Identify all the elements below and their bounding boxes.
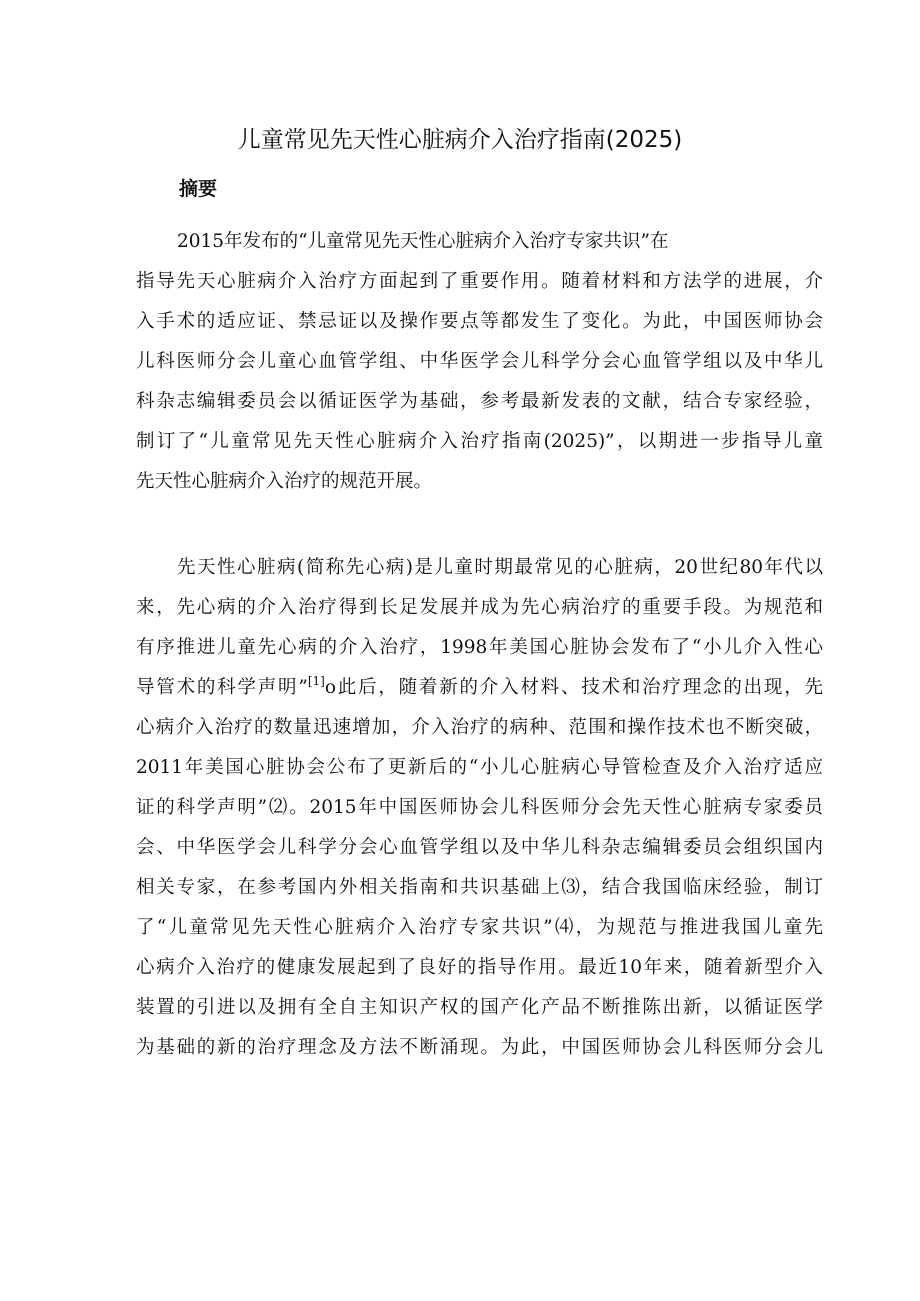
abstract-paragraph-1 (136, 222, 823, 502)
citation-reference: [1] (307, 674, 325, 688)
line-text-before-citation: 导管术的科学声明” (136, 677, 308, 698)
paragraph-line: 儿科医师分会儿童心血管学组、中华医学会儿科学分会心血管学组以及中华儿 (136, 351, 823, 372)
paragraph-line: 指导先天心脏病介入治疗方面起到了重要作用。随着材料和方法学的进展，介 (136, 271, 823, 292)
paragraph-line: 心病介入治疗的数量迅速增加，介入治疗的病种、范围和操作技术也不断突破， (136, 717, 823, 738)
paragraph-line (136, 668, 823, 708)
paragraph-line: 有序推进儿童先心病的介入治疗，1998年美国心脏协会发布了“小儿介入性心 (136, 637, 823, 658)
paragraph-line: 证的科学声明”⑵。2015年中国医师协会儿科医师分会先天性心脏病专家委员 (136, 797, 823, 818)
paragraph-line: 心病介入治疗的健康发展起到了良好的指导作用。最近10年来，随着新型介入 (136, 957, 823, 978)
paragraph-line: 入手术的适应证、禁忌证以及操作要点等都发生了变化。为此，中国医师协会 (136, 311, 823, 332)
paragraph-line: 科杂志编辑委员会以循证医学为基础，参考最新发表的文献，结合专家经验， (136, 391, 823, 412)
paragraph-line: 会、中华医学会儿科学分会心血管学组以及中华儿科杂志编辑委员会组织国内 (136, 837, 823, 858)
paragraph-line: 了“儿童常见先天性心脏病介入治疗专家共识”⑷，为规范与推进我国儿童先 (136, 917, 823, 938)
paragraph-line: 为基础的新的治疗理念及方法不断涌现。为此，中国医师协会儿科医师分会儿 (136, 1037, 823, 1058)
paragraph-line: 先天性心脏病介入治疗的规范开展。 (136, 471, 433, 492)
paragraph-line: 相关专家，在参考国内外相关指南和共识基础上⑶，结合我国临床经验，制订 (136, 877, 823, 898)
abstract-heading: 摘要 (179, 178, 218, 200)
document-title: 儿童常见先天性心脏病介入治疗指南(2025) (237, 127, 683, 153)
paragraph-line: 装置的引进以及拥有全自主知识产权的国产化产品不断推陈出新，以循证医学 (136, 997, 823, 1018)
paragraph-line: 2011年美国心脏协会公布了更新后的“小儿心脏病心导管检查及介入治疗适应 (136, 757, 823, 778)
paragraph-line: 来，先心病的介入治疗得到长足发展并成为先心病治疗的重要手段。为规范和 (136, 597, 823, 618)
paragraph-line: 2015年发布的“儿童常见先天性心脏病介入治疗专家共识”在 (177, 231, 669, 252)
paragraph-line: 制订了“儿童常见先天性心脏病介入治疗指南(2025)”，以期进一步指导儿童 (136, 431, 823, 452)
abstract-paragraph-2 (136, 548, 823, 1068)
line-text-after-citation: o此后，随着新的介入材料、技术和治疗理念的出现，先 (324, 677, 823, 698)
paragraph-line: 先天性心脏病(简称先心病)是儿童时期最常见的心脏病，20世纪80年代以 (177, 557, 823, 578)
